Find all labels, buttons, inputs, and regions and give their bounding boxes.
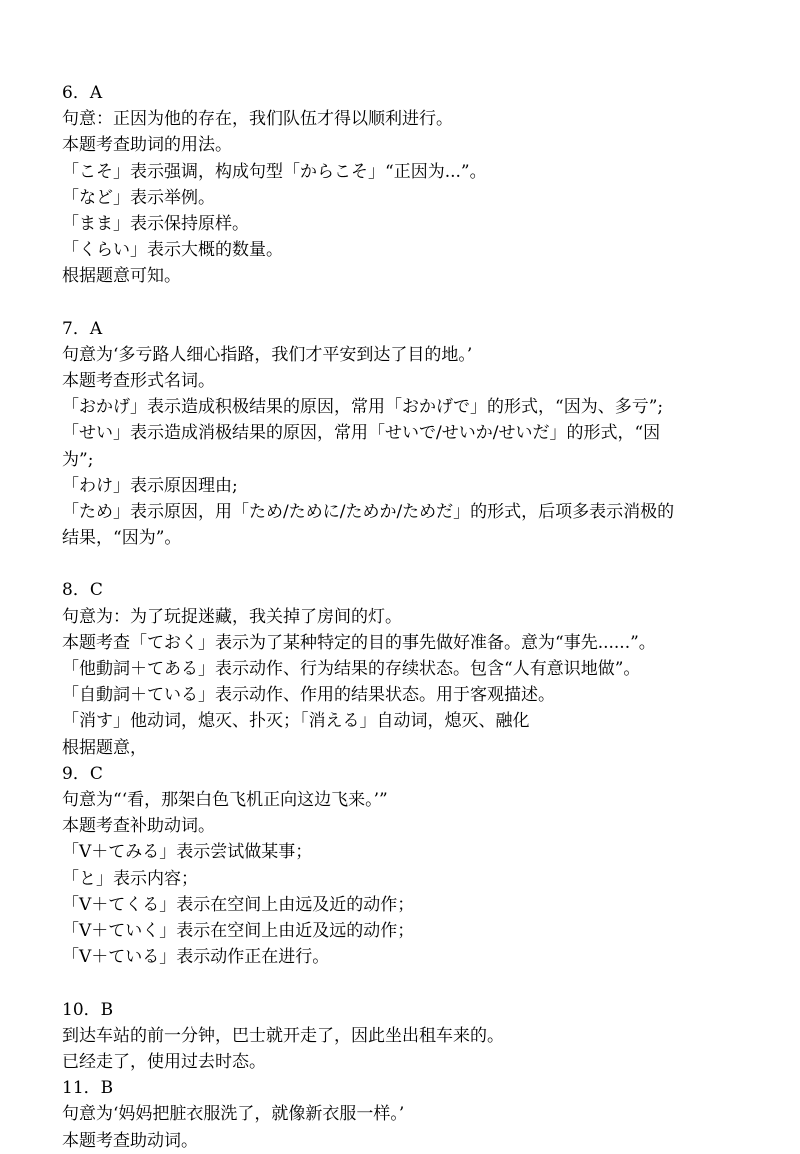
explanation-line: 句意为‘妈妈把脏衣服洗了，就像新衣服一样。’ [62,1104,405,1125]
explanation-line: 本题考查形式名词。 [62,371,215,392]
explanation-line: 本题考查补助动词。 [62,816,215,837]
explanation-line: 为”; [62,449,94,470]
explanation-line: 到达车站的前一分钟，巴士就开走了，因此坐出租车来的。 [62,1025,504,1046]
question-number: 10．B [62,999,114,1020]
question-block-6 [62,80,752,290]
explanation-line: 「と」表示内容； [62,868,198,889]
question-number: 9．C [62,763,103,784]
block-spacer [62,551,752,577]
question-number: 11．B [62,1078,114,1099]
explanation-line: 本题考查「ておく」表示为了某种特定的目的事先做好准备。意为“事先......”。 [62,632,656,653]
explanation-line: 句意为“‘看，那架白色飞机正向这边飞来。’” [62,790,388,811]
block-spacer [62,290,752,316]
explanation-line: 「自動詞＋ている」表示动作、作用的结果状态。用于客观描述。 [62,685,555,706]
explanation-line: 「など」表示举例。 [62,187,215,208]
explanation-line: 「まま」表示保持原样。 [62,214,249,235]
explanation-line: 「V＋ている」表示动作正在进行。 [62,947,330,968]
explanation-line: 「こそ」表示强调，构成句型「からこそ」“正因为...”。 [62,161,487,182]
explanation-line: 根据题意可知。 [62,266,181,287]
explanation-line: 「せい」表示造成消极结果的原因，常用「せいで/せいか/せいだ」的形式，“因 [62,423,661,444]
explanation-line: 「V＋てくる」表示在空间上由远及近的动作； [62,894,415,915]
explanation-line: 「くらい」表示大概的数量。 [62,240,283,261]
block-spacer [62,971,752,997]
explanation-line: 句意为：为了玩捉迷藏，我关掉了房间的灯。 [62,606,402,627]
explanation-line: 句意：正因为他的存在，我们队伍才得以顺利进行。 [62,109,453,130]
explanation-line: 「おかげ」表示造成积极结果的原因，常用「おかげで」的形式，“因为、多亏”; [62,397,664,418]
explanation-line: 「消す」他动词，熄灭、扑灭；「消える」自动词，熄灭、融化 [62,711,530,732]
explanation-line: 「わけ」表示原因理由; [62,475,238,496]
explanation-line: 本题考查助词的用法。 [62,135,232,156]
explanation-line: 句意为‘多亏路人细心指路，我们才平安到达了目的地。’ [62,344,473,365]
question-number: 8．C [62,580,103,601]
explanation-line: 已经走了，使用过去时态。 [62,1051,266,1072]
explanation-line: 本题考查助动词。 [62,1130,198,1151]
explanation-line: 「他動詞＋てある」表示动作、行为结果的存续状态。包含“人有意识地做”。 [62,659,641,680]
question-block-8 [62,577,752,760]
explanation-line: 结果，“因为”。 [62,528,182,549]
question-number: 7．A [62,318,103,339]
explanation-line: 「V＋てみる」表示尝试做某事； [62,842,313,863]
question-block-7 [62,316,752,552]
question-block-10 [62,997,752,1076]
question-block-11 [62,1075,752,1154]
answer-explanations [62,80,752,1154]
explanation-line: 「ため」表示原因，用「ため/ために/ためか/ためだ」的形式，后项多表示消极的 [62,502,675,523]
explanation-line: 「V＋ていく」表示在空间上由近及远的动作； [62,921,415,942]
question-number: 6．A [62,83,103,103]
question-block-9 [62,761,752,971]
explanation-line: 根据题意， [62,737,147,758]
